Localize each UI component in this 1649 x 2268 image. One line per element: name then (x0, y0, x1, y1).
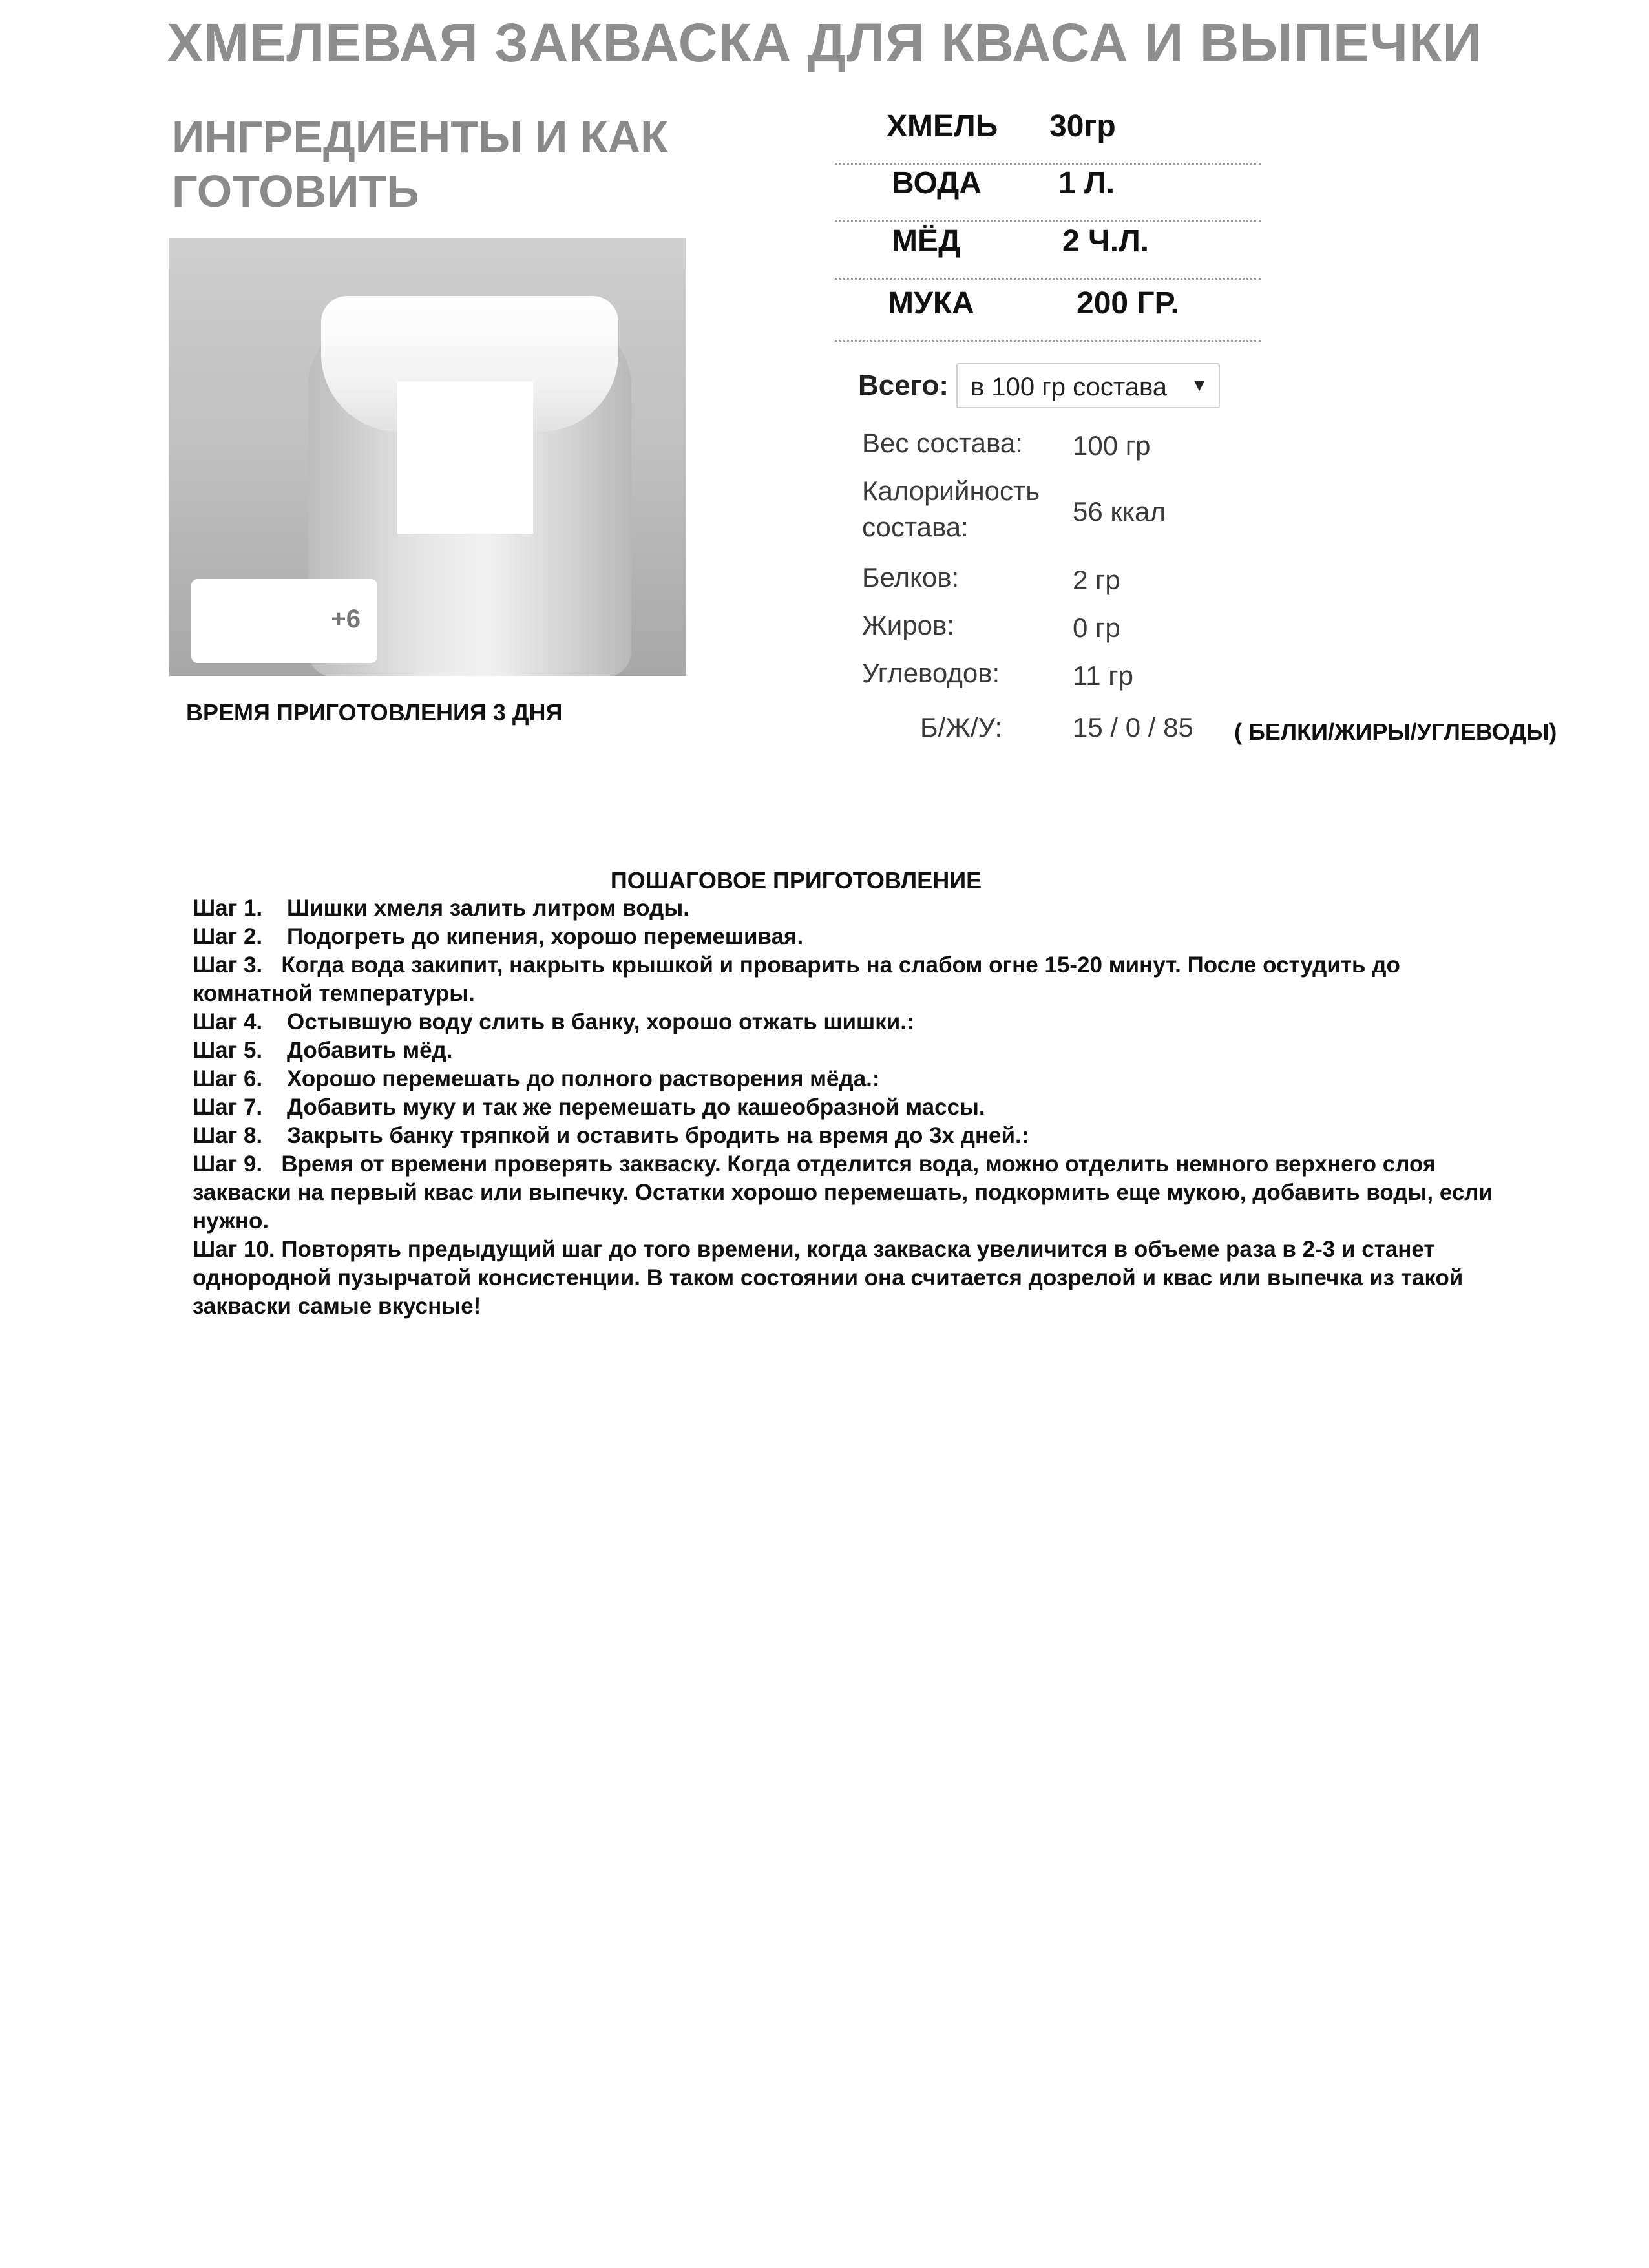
steps-list (193, 894, 1511, 1321)
nutrition-value: 56 ккал (1073, 496, 1166, 527)
step-number: Шаг 8. (193, 1123, 263, 1148)
step-item (193, 1235, 1511, 1321)
bju-value: 15 / 0 / 85 (1073, 712, 1193, 742)
ingredient-row (835, 217, 1261, 280)
step-number: Шаг 3. (193, 952, 263, 978)
nutrition-value: 2 гр (1073, 565, 1120, 595)
step-item (193, 923, 1511, 951)
step-text: Время от времени проверять закваску. Когда отделится вода, можно отделить немного верхнего слоя закваски на первый квас или выпечку. Остатки хорошо перемешать, подкормить еще мукою, добавить воды, если нужно. (193, 1151, 1493, 1234)
nutrition-value: 11 гр (1073, 660, 1133, 691)
redacted-label (397, 381, 533, 534)
nutrition-label: Углеводов: (862, 658, 1000, 688)
nutrition-label: Жиров: (862, 610, 954, 640)
step-text: Добавить муку и так же перемешать до кашеобразной массы. (287, 1095, 985, 1120)
step-number: Шаг 5. (193, 1038, 263, 1063)
photo-count-badge[interactable] (191, 579, 377, 663)
ingredient-qty: 200 ГР. (1077, 286, 1179, 320)
ingredient-qty: 2 Ч.Л. (1062, 224, 1150, 258)
step-item (193, 1036, 1511, 1065)
ingredient-name: МЁД (892, 224, 961, 258)
step-text: Закрыть банку тряпкой и оставить бродить на время до 3х дней.: (287, 1123, 1029, 1148)
step-item (193, 951, 1511, 1008)
step-text: Подогреть до кипения, хорошо перемешивая. (287, 924, 804, 949)
ingredient-row (835, 102, 1261, 165)
step-number: Шаг 6. (193, 1066, 263, 1091)
step-text: Повторять предыдущий шаг до того времени, когда закваска увеличится в объеме раза в 2-3 и станет однородной пузырчатой консистенции. В таком состоянии она считается дозрелой и квас или выпечка из такой закваски самые вкусные! (193, 1237, 1464, 1319)
nutrition-value: 0 гр (1073, 613, 1120, 643)
step-item (193, 1150, 1511, 1235)
ingredient-qty: 30гр (1049, 109, 1116, 143)
ingredient-qty: 1 Л. (1058, 166, 1115, 200)
cook-time: ВРЕМЯ ПРИГОТОВЛЕНИЯ 3 ДНЯ (186, 699, 563, 726)
page-title: ХМЕЛЕВАЯ ЗАКВАСКА ДЛЯ КВАСА И ВЫПЕЧКИ (167, 12, 1482, 73)
step-item (193, 1008, 1511, 1036)
step-number: Шаг 7. (193, 1095, 263, 1120)
step-text: Когда вода закипит, накрыть крышкой и проварить на слабом огне 15-20 минут. После остудить до комнатной температуры. (193, 952, 1400, 1006)
step-text: Добавить мёд. (287, 1038, 453, 1063)
portion-select-value: в 100 гр состава (971, 373, 1168, 401)
step-number: Шаг 9. (193, 1151, 263, 1177)
step-text: Остывшую воду слить в банку, хорошо отжать шишки.: (287, 1009, 914, 1034)
ingredient-name: ХМЕЛЬ (887, 109, 998, 143)
step-item (193, 1065, 1511, 1093)
steps-title: ПОШАГОВОЕ ПРИГОТОВЛЕНИЕ (610, 867, 982, 894)
ingredient-name: МУКА (888, 286, 974, 320)
step-number: Шаг 4. (193, 1009, 263, 1034)
step-number: Шаг 1. (193, 896, 263, 921)
nutrition-label: Белков: (862, 562, 960, 593)
step-text: Хорошо перемешать до полного растворения мёда.: (287, 1066, 880, 1091)
step-item (193, 1093, 1511, 1122)
total-label: Всего: (858, 370, 949, 401)
recipe-photo[interactable] (169, 238, 686, 676)
step-number: Шаг 2. (193, 924, 263, 949)
portion-select[interactable] (956, 363, 1220, 408)
bju-note: ( БЕЛКИ/ЖИРЫ/УГЛЕВОДЫ) (1234, 719, 1557, 745)
ingredient-row (835, 279, 1261, 342)
nutrition-label: Вес состава: (862, 428, 1023, 458)
caret-down-icon: ▼ (1190, 375, 1208, 395)
step-item (193, 1122, 1511, 1150)
step-number: Шаг 10. (193, 1237, 275, 1262)
bju-label: Б/Ж/У: (920, 712, 1003, 742)
ingredient-row (835, 159, 1261, 222)
photo-count-text: +6 (331, 605, 361, 633)
nutrition-value: 100 гр (1073, 430, 1151, 461)
step-text: Шишки хмеля залить литром воды. (287, 896, 689, 921)
step-item (193, 894, 1511, 923)
ingredient-name: ВОДА (892, 166, 982, 200)
nutrition-label: Калорийность состава: (862, 476, 1040, 542)
section-title: ИНГРЕДИЕНТЫ И КАК ГОТОВИТЬ (172, 112, 668, 216)
